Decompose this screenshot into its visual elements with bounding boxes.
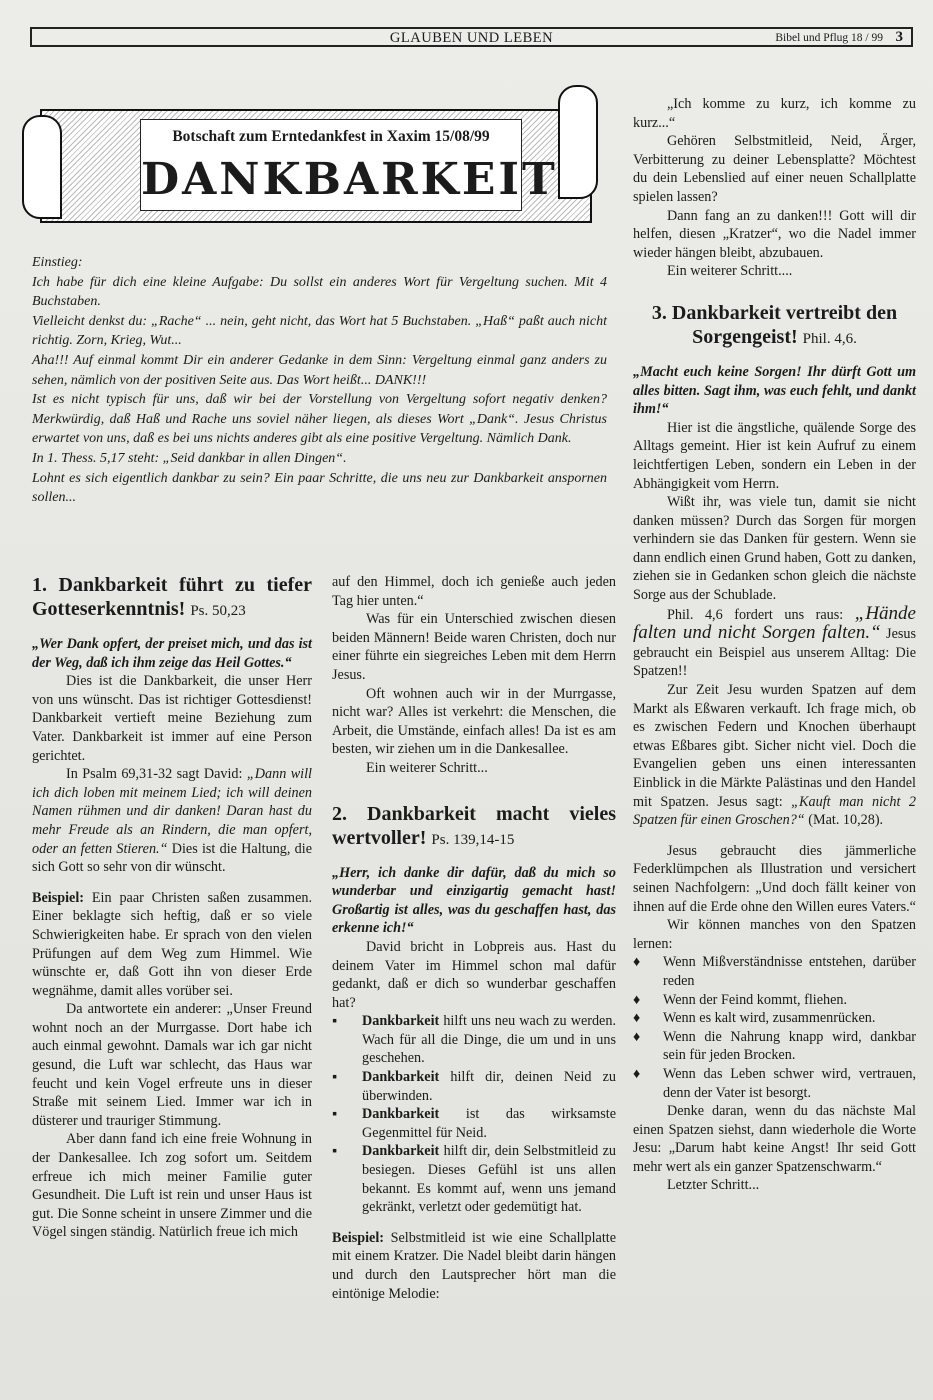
intro-line: Aha!!! Auf einmal kommt Dir ein anderer Gedanke in dem Sinn: Vergeltung einmal ganz anders zu sehen, nämlich von der positiven Seite aus. Das Wort heißt... DANK!!!	[32, 352, 607, 388]
text: (Mat. 10,28).	[808, 812, 884, 829]
bullet-item	[633, 991, 916, 1010]
intro-line: Einstieg:	[32, 255, 83, 270]
bullet-item	[332, 1105, 616, 1142]
bullet-item	[332, 1012, 616, 1068]
bullet-item	[633, 1009, 916, 1028]
paragraph: Dann fang an zu danken!!! Gott will dir helfen, diesen „Kratzer“, wo die Nadel immer wieder hängen bleibt, abzubauen.	[633, 207, 916, 261]
square-bullet-icon: ▪	[332, 1069, 338, 1086]
bullet-bold: Dankbarkeit	[362, 1069, 440, 1086]
text: Jesus gebraucht ein Beispiel aus unserem Alltag: Die Spatzen!!	[633, 626, 917, 680]
heading-3	[633, 301, 916, 351]
bullet-text: Wenn die Nahrung knapp wird, dankbar sein für jeden Brocken.	[663, 1028, 916, 1064]
example-paragraph	[32, 889, 312, 1001]
banner-subtitle: Botschaft zum Erntedankfest in Xaxim 15/08/99	[172, 128, 490, 145]
diamond-bullet-icon: ♦	[633, 1028, 641, 1045]
paragraph: Denke daran, wenn du das nächste Mal einen Spatzen siehst, dann wiederhole die Worte Jesu: „Darum habt keine Angst! Ihr seid Gott mehr wert als ein ganzer Spatzenschwarm.“	[633, 1103, 916, 1175]
bullet-bold: Dankbarkeit	[362, 1013, 440, 1030]
square-bullet-icon: ▪	[332, 1143, 338, 1160]
heading-2-text: 2. Dankbarkeit macht vieles wertvoller!	[332, 802, 616, 849]
paragraph: Aber dann fand ich eine freie Wohnung in der Dankesallee. Ich zog sofort um. Seitdem erfreue ich mich meiner Familie guter Gesundheit. Die Luft ist rein und unser Haus ist gut. Die Sonne scheint in unsere Zimmer und die Vögel singen ständig. Natürlich freue ich mich	[32, 1131, 312, 1241]
text: Zur Zeit Jesu wurden Spatzen auf dem Markt als Eßwaren verkauft. Ich frage mich, ob es zwischen Federn und Knochen überhaupt etwas Eßbares gibt. Sicher nicht viel. Doch die Evangelien geben uns einen interessanten Einblick in die Märkte Palästinas und den Handel mit Spatzen. Jesus sagt:	[633, 682, 916, 810]
heading-1-text: 1. Dankbarkeit führt zu tiefer Gotteserkenntnis!	[32, 574, 312, 620]
square-bullet-icon: ▪	[332, 1106, 338, 1123]
bullet-item	[633, 953, 916, 990]
diamond-bullet-icon: ♦	[633, 991, 641, 1008]
scroll-graphic	[40, 109, 592, 223]
page-number: 3	[895, 29, 903, 45]
quote: „Wer Dank opfert, der preiset mich, und das ist der Weg, daß ich ihm zeige das Heil Gottes.“	[32, 636, 312, 671]
heading-2-ref: Ps. 139,14-15	[431, 831, 515, 848]
column-2	[332, 573, 616, 1303]
heading-1	[32, 573, 312, 623]
paragraph: Jesus gebraucht dies jämmerliche Federklümpchen als Illustration und versichert seinen Nachfolgern: „Und doch fällt keiner von ihnen auf die Erde ohne den Willen eures Vaters.“	[633, 842, 916, 915]
paragraph	[633, 602, 917, 681]
quote-inline: „Kauft man nicht 2 Spatzen für einen Groschen?“	[633, 793, 916, 829]
quote-inline: „Dann will ich dich loben mit meinem Lied; ich will deinen Namen rühmen und dir danken! Daran hast du mehr Freude als an Rindern, die man opfert, oder an fetten Stieren.“	[32, 766, 312, 857]
heading-2	[332, 802, 616, 852]
page-header	[30, 27, 913, 47]
quote: „Macht euch keine Sorgen! Ihr dürft Gott um alles bitten. Sagt ihm, was euch fehlt, und dankt ihm!“	[633, 363, 916, 418]
paragraph: Gehören Selbstmitleid, Neid, Ärger, Verbitterung zu deiner Lebensplatte? Möchtest du dein Lebenslied auf einer neuen Schallplatte spielen lassen?	[633, 133, 916, 205]
scroll-curl-left	[22, 115, 62, 219]
title-banner	[20, 85, 600, 245]
square-bullet-icon: ▪	[332, 1013, 338, 1030]
paragraph: Hier ist die ängstliche, quälende Sorge des Alltags gemeint. Hier ist kein Aufruf zu einem leichtfertigen Leben, sondern ein Leben in der Abhängigkeit vom Herrn.	[633, 419, 916, 492]
paragraph: „Ich komme zu kurz, ich komme zu kurz...“	[633, 96, 916, 131]
bullet-text: hilft uns neu wach zu werden. Wach für all die Dinge, die um und in uns geschehen.	[362, 1013, 616, 1067]
example-label: Beispiel:	[332, 1229, 385, 1246]
scroll-curl-right	[558, 85, 598, 199]
paragraph	[633, 681, 916, 830]
diamond-bullet-icon: ♦	[633, 954, 641, 971]
text: Selbstmitleid ist wie eine Schallplatte mit einem Kratzer. Die Nadel bleibt darin hängen und durch den Lautsprecher hört man die eintönige Melodie:	[332, 1229, 617, 1302]
bullet-item	[332, 1142, 616, 1216]
bullet-item	[633, 1065, 916, 1102]
text: Phil. 4,6 fordert uns raus:	[667, 606, 844, 623]
heading-3-text: 3. Dankbarkeit vertreibt den Sorgengeist!	[651, 301, 898, 348]
bullet-bold: Dankbarkeit	[362, 1143, 440, 1160]
example-label: Beispiel:	[32, 889, 85, 906]
intro-line: In 1. Thess. 5,17 steht: „Seid dankbar in allen Dingen“.	[32, 450, 347, 466]
bullet-text: hilft dir, dein Selbstmitleid zu besiegen. Dieses Gefühl ist uns allen bekannt. Es kommt auf, wenn uns jemand gekränkt, verletzt oder gedemütigt hat.	[362, 1143, 616, 1216]
bullet-bold: Dankbarkeit	[362, 1106, 440, 1123]
column-3	[633, 95, 916, 1195]
quote-inline: „Hände falten und nicht Sorgen falten.“	[633, 602, 916, 644]
issue-label: Bibel und Pflug 18 / 99	[775, 32, 883, 44]
paragraph: Wißt ihr, was viele tun, damit sie nicht danken müssen? Durch das Sorgen für morgen verhindern sie das Danken für gestern. Wenn sie dann endlich einen Grund haben, Gott zu danken, ziehen sie in Gedanken schon gleich die nächste Sorge aus der Schublade.	[633, 494, 916, 604]
intro-text	[32, 253, 607, 508]
paragraph: Letzter Schritt...	[667, 1177, 760, 1194]
bullet-text: Wenn es kalt wird, zusammenrücken.	[663, 1010, 876, 1027]
paragraph: Ein weiterer Schritt...	[366, 759, 488, 776]
intro-line: Ist es nicht typisch für uns, daß wir bei der Vorstellung von Vergeltung sofort negativ denken? Merkwürdig, daß Haß und Rache uns soviel näher liegen, als dieses Wort „Dank“. Jesus Christus erwartet von uns, daß es bei uns nichts anderes gibt als eine positive Vergeltung. Nämlich Dank.	[32, 392, 607, 447]
intro-line: Lohnt es sich eigentlich dankbar zu sein? Ein paar Schritte, die uns neu zur Dankbarkeit anspornen sollen...	[32, 470, 607, 506]
heading-3-ref: Phil. 4,6.	[802, 330, 857, 347]
paragraph: Wir können manches von den Spatzen lernen:	[633, 917, 916, 952]
text: In Psalm 69,31-32 sagt David:	[66, 766, 243, 783]
bullet-text: Wenn der Feind kommt, fliehen.	[663, 991, 848, 1008]
bullet-text: Wenn Mißverständnisse entstehen, darüber reden	[663, 954, 916, 989]
paragraph: Oft wohnen auch wir in der Murrgasse, nicht war? Alles ist verkehrt: die Menschen, die Arbeit, die Umstände, einfach alles! Da ist es am besten, wir ziehen um in die Dankesallee.	[332, 685, 616, 758]
paragraph: David bricht in Lobpreis aus. Hast du deinem Vater im Himmel schon mal dafür gedankt, daß er dich so wunderbar geschaffen hat?	[332, 938, 616, 1011]
paragraph: Was für ein Unterschied zwischen diesen beiden Männern! Beide waren Christen, doch nur einer führte ein siegreiches Leben mit dem Herrn Jesus.	[332, 611, 616, 683]
paragraph: Dies ist die Dankbarkeit, die unser Herr von uns wünscht. Das ist richtiger Gottesdienst! Dankbarkeit vertieft meine Beziehung zum Vater. Dankbarkeit ist immer auf eine Person gerichtet.	[32, 673, 312, 764]
bullet-text: ist das wirksamste Gegenmittel für Neid.	[362, 1106, 617, 1141]
bullet-text: Wenn das Leben schwer wird, vertrauen, denn der Vater ist besorgt.	[663, 1065, 916, 1101]
section-title: GLAUBEN UND LEBEN	[389, 30, 554, 46]
banner-panel	[140, 119, 558, 211]
text: Ein paar Christen saßen zusammen. Einer beklagte sich heftig, daß er so viele Schwierigkeiten habe. Er sprach von den vielen Prüfungen auf dem Weg zum Himmel. Wie wünschte er, daß Gott ihn von dieser Erde wegnähme, damit alles vorüber sei.	[32, 889, 313, 999]
diamond-bullet-icon: ♦	[633, 1065, 641, 1082]
paragraph	[32, 765, 312, 877]
bullet-text: hilft dir, deinen Neid zu überwinden.	[362, 1069, 617, 1104]
column-1	[32, 573, 312, 1242]
intro-line: Ich habe für dich eine kleine Aufgabe: Du sollst ein anderes Wort für Vergeltung suchen. Mit 4 Buchstaben.	[32, 274, 607, 310]
intro-line: Vielleicht denkst du: „Rache“ ... nein, geht nicht, das Wort hat 5 Buchstaben. „Haß“ paßt auch nicht richtig. Zorn, Krieg, Wut...	[32, 313, 607, 349]
bullet-item	[332, 1068, 616, 1105]
text: Dies ist die Haltung, die sich Gott so sehr von dir wünscht.	[32, 840, 312, 876]
diamond-bullet-icon: ♦	[633, 1010, 641, 1027]
paragraph: auf den Himmel, doch ich genieße auch jeden Tag hier unten.“	[332, 574, 616, 609]
paragraph: Ein weiterer Schritt....	[667, 263, 793, 280]
heading-1-ref: Ps. 50,23	[190, 603, 246, 619]
banner-title: DANKBARKEIT	[141, 154, 558, 205]
example-paragraph	[332, 1229, 616, 1303]
quote: „Herr, ich danke dir dafür, daß du mich so wunderbar und einzigartig gemacht hast! Großartig ist alles, was du geschaffen hast, das erkenne ich!“	[332, 864, 616, 937]
paragraph: Da antwortete ein anderer: „Unser Freund wohnt noch an der Murrgasse. Dort habe ich auch einmal gewohnt. Damals war ich gar nicht gesund, die Luft war schlecht, das Haus war feucht und kein Vogel erfreute uns in dieser Straße mit seinem Lied. Immer war ich in düsterer und trauriger Stimmung.	[32, 1001, 312, 1129]
bullet-item	[633, 1028, 916, 1065]
